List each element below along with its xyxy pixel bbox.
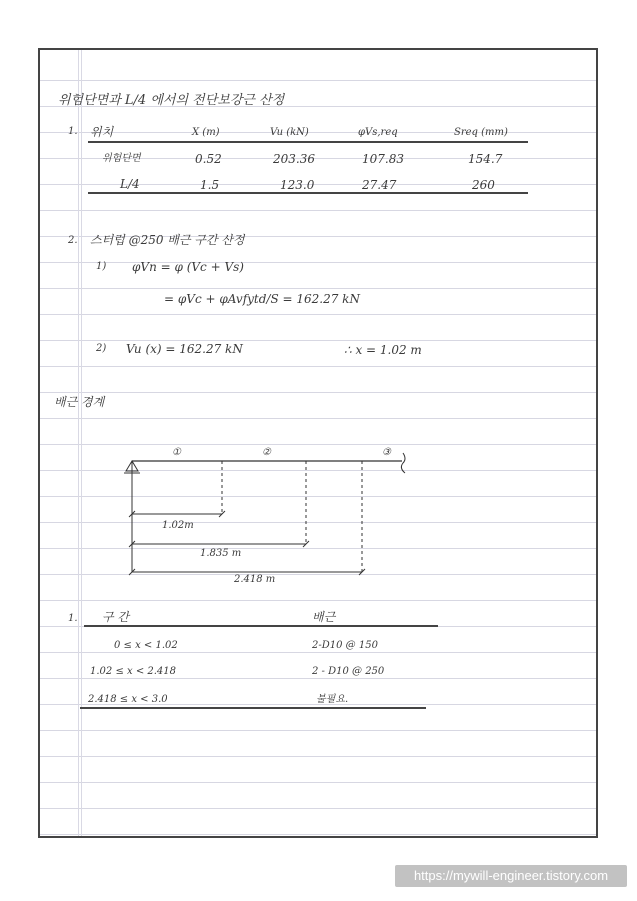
table2-row2-range: 1.02 ≤ x < 2.418: [90, 666, 177, 677]
table1-row1-phivs: 107.83: [362, 152, 404, 166]
item1-number: 1): [96, 261, 107, 272]
notebook-page: [38, 48, 598, 838]
table1-header-phivs: φVs,req: [358, 127, 398, 138]
table1-header-vu: Vu (kN): [270, 127, 309, 138]
zone-marker-3: ③: [382, 447, 391, 458]
layout-heading: 배근 경계: [54, 395, 105, 409]
section1-number: 1.: [68, 126, 78, 137]
item2-rhs: ∴ x = 1.02 m: [344, 343, 422, 357]
section2-heading: 스터럽 @250 배근 구간 산정: [90, 233, 245, 247]
table2-header-rule: [84, 625, 438, 627]
page-title: 위험단면과 L/4 에서의 전단보강근 산정: [58, 93, 285, 108]
table2-row2-rebar: 2 - D10 @ 250: [312, 666, 385, 677]
table1-row1-x: 0.52: [195, 152, 222, 166]
table1-row2-sreq: 260: [472, 178, 495, 192]
table1-header-x: X (m): [192, 127, 220, 138]
table2-row3-rebar: 불필요.: [316, 694, 349, 705]
item2-lhs: Vu (x) = 162.27 kN: [126, 342, 243, 356]
section2-number: 2.: [68, 235, 78, 246]
watermark-link[interactable]: https://mywill-engineer.tistory.com: [395, 865, 627, 887]
table2-row1-range: 0 ≤ x < 1.02: [114, 640, 178, 651]
beam-end-break: [401, 453, 405, 473]
table1-row1-sreq: 154.7: [468, 152, 503, 166]
table2-header-rebar: 배근: [312, 610, 336, 624]
table1-row2-x: 1.5: [200, 178, 220, 192]
table1-header-sreq: Sreq (mm): [454, 127, 508, 138]
table1-row2-phivs: 27.47: [362, 178, 397, 192]
table1-header-location: 위치: [90, 125, 114, 139]
table2-row3-range: 2.418 ≤ x < 3.0: [88, 694, 168, 705]
item1-line1: φVn = φ (Vc + Vs): [132, 260, 244, 274]
table2-bottom-rule: [80, 707, 426, 709]
table1-row1-location: 위험단면: [102, 153, 141, 164]
boundary-diagram: [40, 50, 598, 838]
dim-label-1: 1.02m: [162, 520, 194, 531]
zone-marker-2: ②: [262, 447, 271, 458]
dim-label-2: 1.835 m: [200, 548, 242, 559]
dim-label-3: 2.418 m: [234, 574, 276, 585]
zone-marker-1: ①: [172, 447, 181, 458]
table1-row1-vu: 203.36: [273, 152, 315, 166]
table2-row1-rebar: 2-D10 @ 150: [312, 640, 378, 651]
item1-line2: = φVc + φAvfytd/S = 162.27 kN: [164, 292, 360, 306]
table1-row2-vu: 123.0: [280, 178, 315, 192]
item2-number: 2): [96, 343, 107, 354]
table2-header-range: 구 간: [102, 610, 129, 624]
table1-row2-location: L/4: [120, 177, 140, 191]
section3-number: 1.: [68, 613, 78, 624]
